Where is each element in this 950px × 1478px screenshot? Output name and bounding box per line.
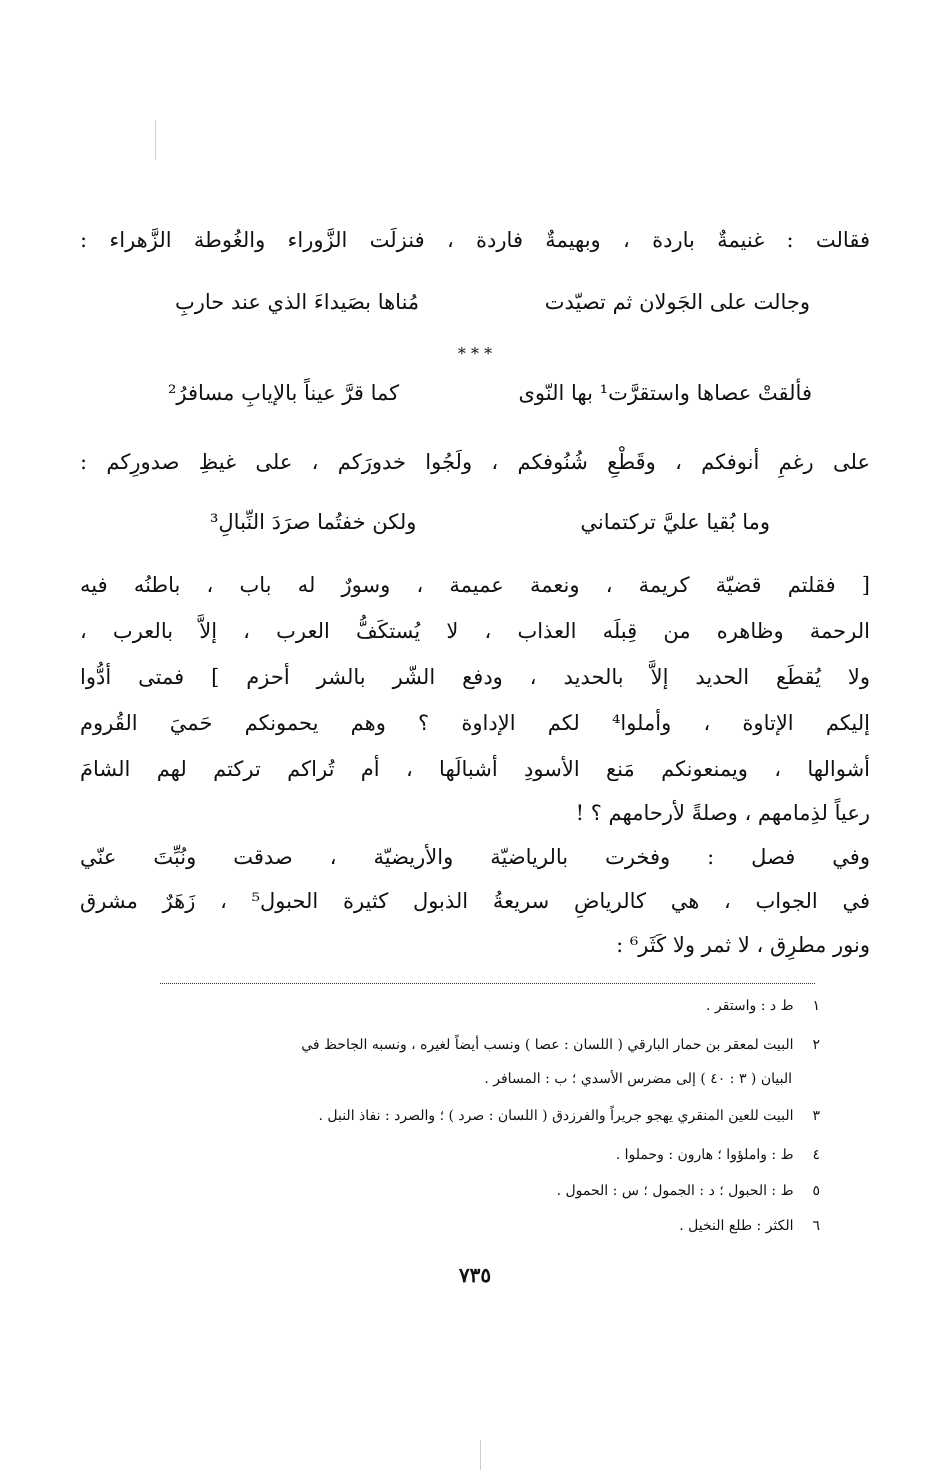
paragraph-1-line-6: رعياً لذِمامهم ، وصلةً لأرحامهم ؟ ! xyxy=(575,801,870,825)
paragraph-2-line-3: ونور مطرِق ، لا ثمر ولا كَثَر⁶ : xyxy=(616,933,870,957)
footnote-3 xyxy=(318,1105,820,1127)
footnote-text: ط : واملؤوا ؛ هارون : وحملوا . xyxy=(615,1147,794,1163)
verse-1-first-hemistich: وجالت على الجَولان ثم تصيّدت xyxy=(544,290,810,314)
footnote-5 xyxy=(557,1180,820,1202)
verse-2-first-hemistich: فألقتْ عصاها واستقرَّت¹ بها النّوى xyxy=(518,381,812,405)
footnote-text: ط : الحبول ؛ د : الجمول ؛ س : الحمول . xyxy=(556,1183,794,1199)
paragraph-2-line-2: في الجواب ، هي كالرياضِ سريعةُ الذبول كثيرة الحبول⁵ ، زَهَرٌ مشرق xyxy=(80,889,871,913)
footnote-text: ط د : واستقر . xyxy=(705,998,794,1014)
footnote-number: ٣ xyxy=(812,1108,820,1124)
footnote-divider xyxy=(160,983,815,984)
section-separator: * * * xyxy=(457,344,493,363)
footnote-text: الكثر : طلع النخيل . xyxy=(679,1218,794,1234)
footnote-6 xyxy=(679,1215,820,1237)
footnote-2-continuation: البيان ( ٣ : ٤٠ ) إلى مضرس الأسدي ؛ ب : المسافر . xyxy=(484,1071,792,1087)
verse-3-first-hemistich: وما بُقيا عليَّ تركتماني xyxy=(580,510,770,534)
crop-mark-top xyxy=(155,120,156,160)
footnote-number: ٢ xyxy=(812,1037,820,1053)
verse-1-second-hemistich: مُناها بصَيداءَ الذي عند حاربِ xyxy=(175,290,420,314)
footnote-2 xyxy=(301,1034,820,1056)
paragraph-1-line-2: الرحمة وظاهره من قِبلَه العذاب ، لا يُستكَفُّ العرب ، إلاَّ بالعرب ، xyxy=(80,619,870,643)
body-line-2: على رغمِ أنوفكم ، وقَطْعِ شُنُوفكم ، ولَجُوا خدورَكم ، على غيظِ صدورِكم : xyxy=(80,450,870,474)
paragraph-1-line-3: ولا يُقطَع الحديد إلاَّ بالحديد ، ودفع الشّر بالشر أحزم ] فمتى أدُّوا xyxy=(80,665,870,689)
footnote-text: البيت لمعقر بن حمار البارقي ( اللسان : عصا ) ونسب أيضاً لغيره ، ونسبه الجاحظ في xyxy=(301,1037,794,1053)
footnote-text: البيت للعين المنقري يهجو جريراً والفرزدق ( اللسان : صرد ) ؛ والصرد : نفاذ النبل . xyxy=(318,1108,794,1124)
paragraph-2-line-1: وفي فصل : وفخرت بالرياضيّة والأريضيّة ، صدقت ونُبِّتَ عنّي xyxy=(80,845,870,869)
verse-2-second-hemistich: كما قرَّ عيناً بالإيابِ مسافرُ² xyxy=(168,381,400,405)
paragraph-1-line-5: أشوالها ، ويمنعونكم مَنع الأسودِ أشبالَها ، أم تُراكم تركتم لهم الشامَ xyxy=(80,757,870,781)
page-number: ٧٣٥ xyxy=(458,1263,492,1287)
footnote-number: ٦ xyxy=(812,1218,820,1234)
paragraph-1-line-1: [ فقلتم قضيّة كريمة ، ونعمة عميمة ، وسورٌ له باب ، باطنُه فيه xyxy=(80,573,870,597)
footnote-1 xyxy=(706,995,820,1017)
body-line-1: فقالت : غنيمةٌ باردة ، وبهيمةٌ فاردة ، فنزلَت الزَّوراء والغُوطة الزَّهراء : xyxy=(80,228,870,252)
footnote-number: ٥ xyxy=(812,1183,820,1199)
footnote-number: ١ xyxy=(812,998,820,1014)
paragraph-1-line-4: إليكم الإتاوة ، وأملوا⁴ لكم الإداوة ؟ وهم يحمونكم حَميَ القُروم xyxy=(80,711,870,735)
footnote-number: ٤ xyxy=(812,1147,820,1163)
footnote-4 xyxy=(616,1144,820,1166)
verse-3-second-hemistich: ولكن خفتُما صرَدَ النِّبالِ³ xyxy=(210,510,417,534)
crop-mark-bottom xyxy=(480,1440,481,1470)
